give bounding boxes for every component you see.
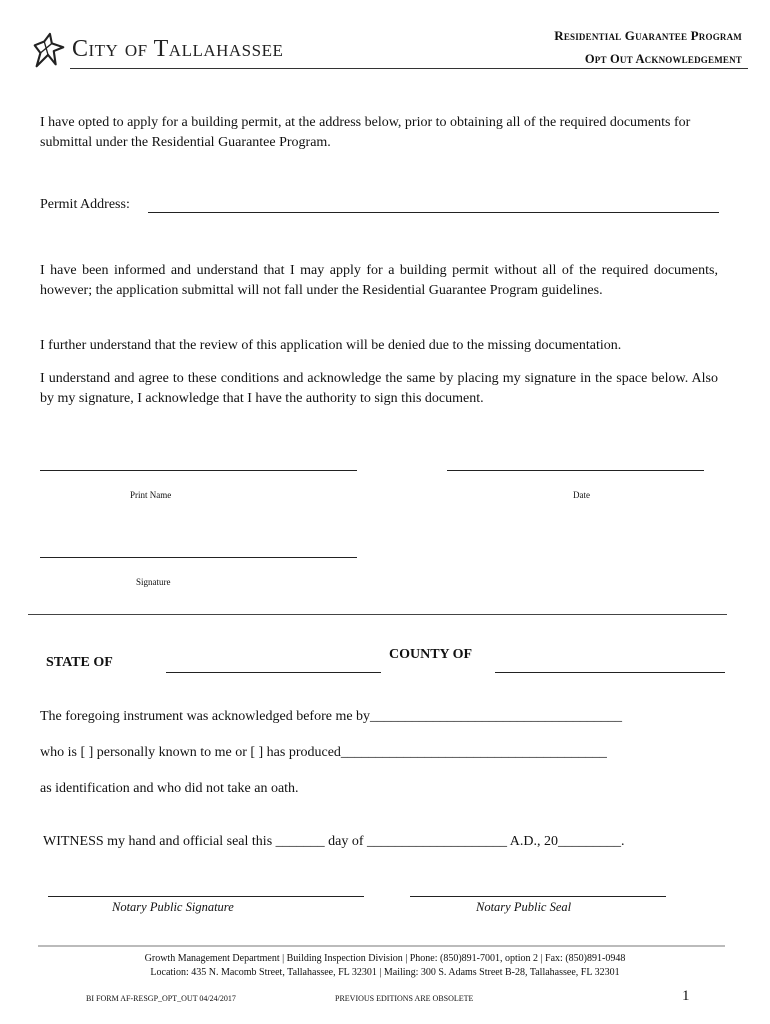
footer-address-line: Location: 435 N. Macomb Street, Tallahassee, FL 32301 | Mailing: 300 S. Adams Street B-28, Tallahassee, FL 32301 [150,967,620,978]
form-title [554,28,742,67]
intro-paragraph: I have opted to apply for a building permit, at the address below, prior to obtaining all of the required documents for submittal under the Residential Guarantee Program. [40,115,691,150]
informed-paragraph: I have been informed and understand that I may apply for a building permit without all of the required documents, however; the application submittal will not fall under the Residential Guarantee Program guidelines. [40,263,718,298]
logo-text: City of Tallahassee [72,36,284,62]
notary-signature-label: Notary Public Signature [112,900,234,914]
denied-paragraph: I further understand that the review of this application will be denied due to the missing documentation. [40,338,622,353]
signature-field[interactable] [40,557,357,558]
notary-seal-field[interactable] [410,896,666,897]
page-number: 1 [682,988,690,1004]
oath-line: as identification and who did not take an oath. [40,781,299,796]
form-id: BI FORM AF-RESGP_OPT_OUT 04/24/2017 [86,994,236,1003]
signature-label: Signature [136,577,171,587]
title-line-1: Residential Guarantee Program [554,28,742,43]
county-of-label: COUNTY OF [389,647,473,662]
print-name-field[interactable] [40,470,357,471]
agree-paragraph: I understand and agree to these conditions and acknowledge the same by placing my signature in the space below. Also by my signature, I acknowledge that I have the authority to sign this document. [40,371,718,406]
identification-line: who is [ ] personally known to me or [ ] has produced______________________________________ [40,745,607,760]
state-of-label: STATE OF [46,655,113,670]
title-line-2: Opt Out Acknowledgement [584,52,742,66]
permit-address-label: Permit Address: [40,197,130,212]
date-field[interactable] [447,470,704,471]
section-divider [28,614,727,615]
notary-seal-label: Notary Public Seal [476,900,572,914]
notary-signature-field[interactable] [48,896,364,897]
county-field[interactable] [495,672,725,673]
date-label: Date [573,490,590,500]
obsolete-notice: PREVIOUS EDITIONS ARE OBSOLETE [335,994,474,1003]
witness-line: WITNESS my hand and official seal this _______ day of ____________________ A.D., 20_________. [43,834,625,849]
permit-address-field[interactable] [148,212,719,213]
acknowledged-line: The foregoing instrument was acknowledged before me by____________________________________ [40,709,623,724]
footer-contact-line: Growth Management Department | Building Inspection Division | Phone: (850)891-7001, option 2 | Fax: (850)891-0948 [144,953,626,964]
header-rule [70,68,748,69]
print-name-label: Print Name [130,490,172,500]
footer-rule [38,945,725,947]
state-field[interactable] [166,672,381,673]
city-logo-icon [28,32,70,72]
